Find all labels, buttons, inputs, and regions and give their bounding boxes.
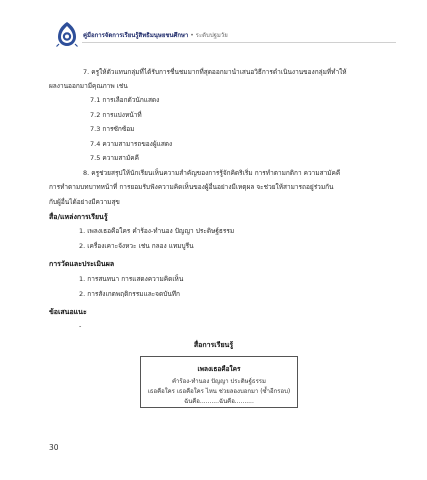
paragraph-7-line-2: ผลงานออกมามีคุณภาพ เช่น bbox=[49, 82, 128, 90]
header-divider bbox=[82, 42, 396, 43]
paragraph-8-line-1: 8. ครูช่วยสรุปให้นักเรียนเห็นความสำคัญของการรู้จักคิดริเริ่ม การทำตามกติกา ความสามัคคี bbox=[83, 169, 341, 177]
list-item: 7.5 ความสามัคคี bbox=[90, 154, 139, 162]
media-heading: สื่อ/แหล่งการเรียนรู้ bbox=[49, 213, 108, 221]
header-text bbox=[83, 30, 228, 40]
song-box bbox=[140, 356, 298, 408]
paragraph-8-line-2: การทำตามบทบาทหน้าที่ การยอมรับฟังความคิดเห็นของผู้อื่นอย่างมีเหตุผล จะช่วยให้สามารถอยู่ร่วมกัน bbox=[49, 183, 334, 191]
list-item: 1. เพลงเธอคือใคร คำร้อง-ทำนอง ปัญญา ประดิษฐ์ธรรม bbox=[79, 227, 235, 235]
song-title: เพลงเธอคือใคร bbox=[197, 365, 241, 373]
header-title: คู่มือการจัดการเรียนรู้สิทธิมนุษยชนศึกษา bbox=[83, 32, 189, 39]
header-level: • ระดับปฐมวัย bbox=[190, 32, 228, 39]
page-number: 30 bbox=[49, 443, 59, 452]
learning-media-heading: สื่อการเรียนรู้ bbox=[193, 341, 234, 349]
paragraph-8-line-3: กับผู้อื่นได้อย่างมีความสุข bbox=[49, 198, 120, 206]
suggestions-heading: ข้อเสนอแนะ bbox=[49, 308, 87, 316]
page-header bbox=[56, 21, 396, 51]
suggestions-bullet: - bbox=[79, 322, 82, 330]
list-item: 1. การสนทนา การแสดงความคิดเห็น bbox=[79, 275, 184, 283]
evaluation-heading: การวัดและประเมินผล bbox=[49, 260, 115, 268]
list-item: 2. การสังเกตพฤติกรรมและจดบันทึก bbox=[79, 290, 180, 298]
list-item: 2. เครื่องเคาะจังหวะ เช่น กลอง แทมบูรีน bbox=[79, 242, 194, 250]
emblem-logo bbox=[56, 21, 78, 47]
song-lyric-line-2: ฉันคือ..........ฉันคือ.......... bbox=[184, 398, 254, 405]
song-credit: คำร้อง-ทำนอง ปัญญา ประดิษฐ์ธรรม bbox=[172, 378, 266, 385]
paragraph-7-line-1: 7. ครูให้ตัวแทนกลุ่มที่ได้รับการชื่นชมมากที่สุดออกมานำเสนอวิธีการดำเนินงานของกลุ่มที่ทำให้ bbox=[83, 68, 347, 76]
list-item: 7.4 ความสามารถของผู้แสดง bbox=[90, 140, 173, 148]
song-lyric-line-1: เธอคือใคร เธอคือใคร ไหน ช่วยลองบอกมา (ซ้ำอีกรอบ) bbox=[147, 388, 291, 395]
list-item: 7.1 การเลือกตัวนักแสดง bbox=[90, 96, 160, 104]
list-item: 7.3 การซักซ้อม bbox=[90, 125, 135, 133]
list-item: 7.2 การแบ่งหน้าที่ bbox=[90, 111, 142, 119]
